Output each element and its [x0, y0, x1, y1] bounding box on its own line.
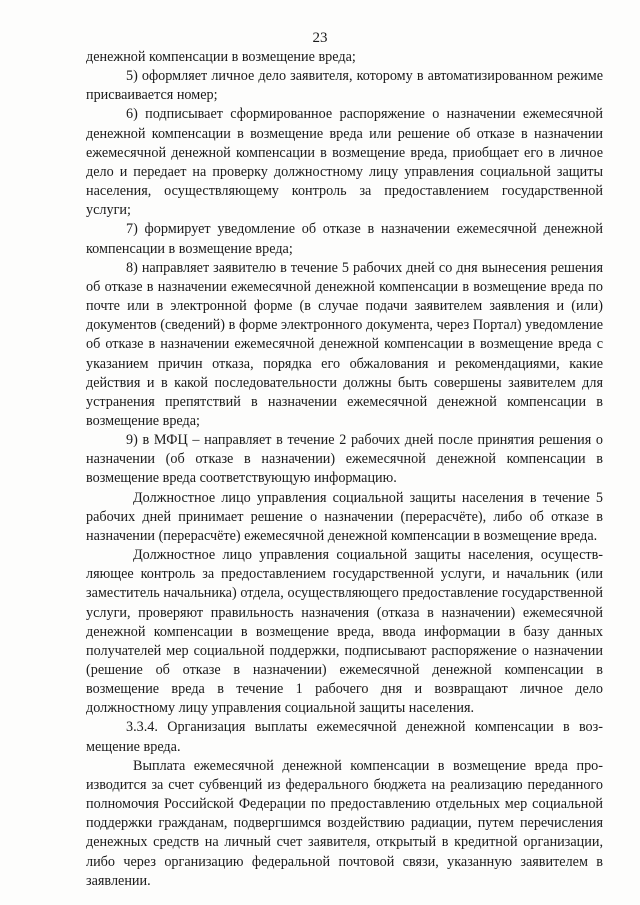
paragraph-item-8: 8) направляет заявителю в течение 5 рабочих дней со дня вынесения решения об отказе в назначении ежемесячной денежной компенсации в возмещение вреда по почте или в электронной форме (в случае подачи заявителем заявления и (или) документов (сведений) в форме электронного документа, через Портал) уведомление об отказе в назначении ежемесячной денежной компенсации в возмещение вреда с указанием причин отказа, порядка его обжалования и рекомендациями, какие действия и в какой последовательности должны быть совершены заявителем для устранения препятствий в назначении ежемесячной денежной компенсации в возмещение вреда;: [86, 259, 603, 429]
paragraph-item-6: 6) подписывает сформированное распоряжение о назначении ежемесячной денежной компенсации в возмещение вреда или решение об отказе в назначении ежемесячной денежной компенсации в возмещение вреда, приобщает его в личное дело и передает на проверку должностному лицу управления социальной защиты населения, осуществляющему контроль за предоставлением государственной услуги;: [86, 106, 603, 219]
page-number: 23: [312, 30, 328, 46]
paragraph-official-decision: Должностное лицо управления социальной защиты населения в течение 5 рабочих дней принимает решение о назначении (перерасчёте), либо об отказе в назначении (перерасчёте) ежемесячной денежной компенсации в возмещение вреда.: [86, 489, 603, 544]
section-heading-3-3-4: 3.3.4. Организация выплаты ежемесячной денежной компенсации в возмещение вреда.: [86, 719, 603, 755]
paragraph-item-5: 5) оформляет личное дело заявителя, которому в автоматизированном режиме присваивается номер;: [86, 68, 603, 104]
body-text: [86, 48, 603, 891]
paragraph-control-check: Должностное лицо управления социальной защиты населения, осуществляющее контроль за предоставлением государственной услуги, и начальник (или заместитель начальника) отдела, осуществляющего предоставление государственной услуги, проверяют правильность назначения (отказа в назначении) ежемесячной денежной компенсации в возмещение вреда, ввода информации в базу данных получателей мер социальной поддержки, подписывают распоряжение о назначении (решение об отказе в назначении) ежемесячной денежной компенсации в возмещение вреда в течение 1 рабочего дня и возвращают личное дело должностному лицу управления социальной защиты населения.: [86, 547, 603, 717]
paragraph-payment: Выплата ежемесячной денежной компенсации в возмещение вреда производится за счет субвенций из федерального бюджета на реализацию переданного полномочия Российской Федерации по предоставлению отдельных мер социальной поддержки гражданам, подвергшимся воздействию радиации, путем перечисления денежных средств на личный счет заявителя, открытый в кредитной организации, либо через организацию федеральной почтовой связи, указанную заявителем в заявлении.: [86, 757, 603, 889]
paragraph-item-7: 7) формирует уведомление об отказе в назначении ежемесячной денежной компенсации в возмещение вреда;: [86, 221, 603, 257]
paragraph-continuation: денежной компенсации в возмещение вреда;: [86, 49, 356, 65]
paragraph-item-9: 9) в МФЦ – направляет в течение 2 рабочих дней после принятия решения о назначении (об отказе в назначении) ежемесячной денежной компенсации в возмещение вреда соответствующую информацию.: [86, 432, 603, 487]
